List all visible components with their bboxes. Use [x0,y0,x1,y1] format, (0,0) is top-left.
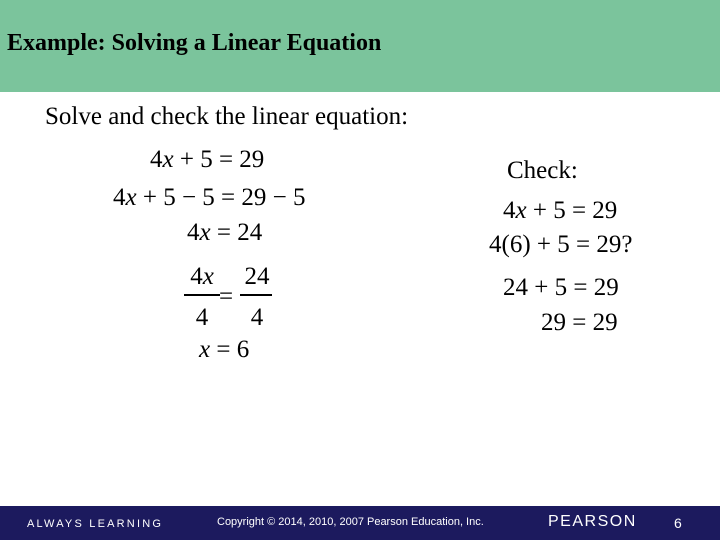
fraction-right-denominator: 4 [250,304,264,331]
slide-title: Example: Solving a Linear Equation [7,30,382,56]
solve-step-3: 4x = 24 [187,219,263,246]
check-label: Check: [507,157,578,184]
slide-subtitle: Solve and check the linear equation: [45,103,409,130]
footer-tagline: ALWAYS LEARNING [27,518,164,530]
pearson-logo: PEARSON [548,513,637,530]
footer-bar [0,506,720,540]
check-line-2: 4(6) + 5 = 29? [489,231,633,258]
title-bar [0,0,720,92]
fraction-right-numerator: 24 [244,263,270,290]
fraction-left-numerator: 4x [190,263,214,290]
fraction-left-denominator: 4 [195,304,209,331]
solve-step-5: x = 6 [199,336,250,363]
check-line-1: 4x + 5 = 29 [503,197,618,224]
fraction-equals: = [219,283,234,310]
page-number: 6 [674,515,682,531]
solve-step-2: 4x + 5 − 5 = 29 − 5 [113,184,306,211]
fraction-left-bar [184,294,220,296]
check-line-4: 29 = 29 [541,309,618,336]
footer-copyright: Copyright © 2014, 2010, 2007 Pearson Education, Inc. [217,516,484,528]
fraction-right-bar [240,294,272,296]
check-line-3: 24 + 5 = 29 [503,274,619,301]
solve-step-1: 4x + 5 = 29 [150,146,265,173]
